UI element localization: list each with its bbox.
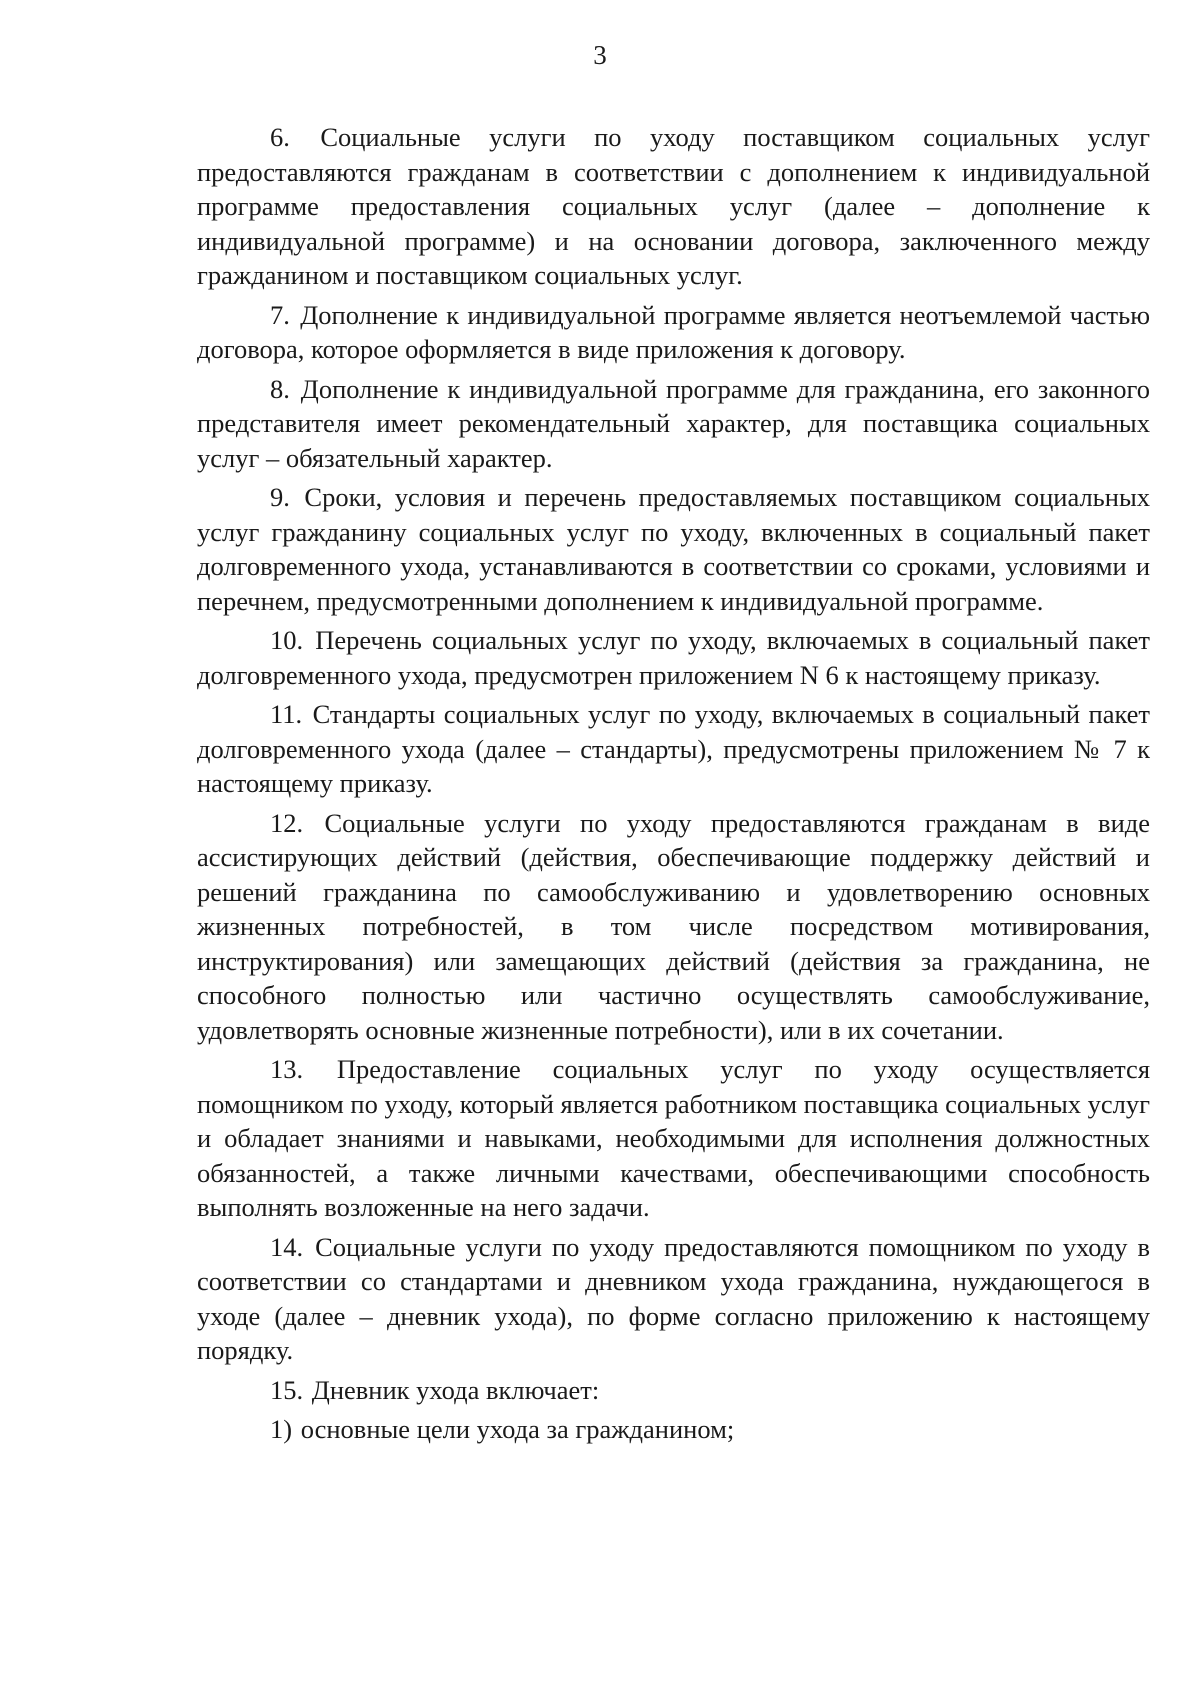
paragraph-number: 14. — [270, 1231, 304, 1262]
paragraph-number: 6. — [270, 122, 290, 152]
list-item-number: 1) — [270, 1414, 293, 1444]
paragraph-number: 7. — [270, 299, 290, 330]
paragraph-10 — [197, 623, 1150, 692]
paragraph-text: Стандарты социальных услуг по уходу, включаемых в социальный пакет долговременного ухода (далее – стандарты), предусмотрены приложением № 7 к настоящему приказу. — [197, 699, 1151, 798]
paragraph-text: Перечень социальных услуг по уходу, включаемых в социальный пакет долговременного ухода, предусмотрен приложением N 6 к настоящему приказу. — [197, 625, 1150, 690]
paragraph-number: 15. — [270, 1374, 304, 1405]
paragraph-number: 12. — [270, 807, 304, 838]
paragraph-9 — [197, 480, 1150, 618]
paragraph-text: Социальные услуги по уходу предоставляются гражданам в виде ассистирующих действий (действия, обеспечивающие поддержку действий и решений гражданина по самообслуживанию и удовлетворению основных жизненных потребностей, в том числе посредством мотивирования, инструктирования) или замещающих действий (действия за гражданина, не способного полностью или частично осуществлять самообслуживание, удовлетворять основные жизненные потребности), или в их сочетании. — [197, 807, 1150, 1045]
paragraph-11 — [197, 697, 1150, 801]
paragraph-15 — [197, 1373, 1150, 1408]
paragraph-13 — [197, 1052, 1150, 1225]
paragraph-12 — [197, 806, 1150, 1048]
paragraph-number: 13. — [270, 1054, 304, 1084]
paragraph-number: 10. — [270, 625, 304, 655]
paragraph-8 — [197, 372, 1150, 476]
paragraph-text: Предоставление социальных услуг по уходу осуществляется помощником по уходу, который является работником поставщика социальных услуг и обладает знаниями и навыками, необходимыми для исполнения должностных обязанностей, а также личными качествами, обеспечивающими способность выполнять возложенные на него задачи. — [197, 1054, 1151, 1222]
paragraph-14 — [197, 1230, 1150, 1368]
paragraph-7 — [197, 298, 1150, 367]
paragraph-text: Дневник ухода включает: — [311, 1374, 600, 1405]
list-item-1 — [197, 1412, 1150, 1447]
paragraph-text: Сроки, условия и перечень предоставляемых поставщиком социальных услуг гражданину социальных услуг по уходу, включенных в социальный пакет долговременного ухода, устанавливаются в соответствии со сроками, условиями и перечнем, предусмотренными дополнением к индивидуальной программе. — [197, 482, 1151, 616]
document-body — [197, 120, 1150, 1452]
page-number: 3 — [593, 40, 607, 70]
paragraph-text: Социальные услуги по уходу предоставляются помощником по уходу в соответствии со стандартами и дневником ухода гражданина, нуждающегося в уходе (далее – дневник ухода), по форме согласно приложению к настоящему порядку. — [197, 1231, 1151, 1365]
list-item-text: основные цели ухода за гражданином; — [300, 1414, 735, 1444]
paragraph-text: Дополнение к индивидуальной программе является неотъемлемой частью договора, которое оформляется в виде приложения к договору. — [197, 299, 1151, 364]
paragraph-number: 8. — [270, 373, 290, 404]
paragraph-6 — [197, 120, 1150, 293]
paragraph-text: Социальные услуги по уходу поставщиком социальных услуг предоставляются гражданам в соответствии с дополнением к индивидуальной программе предоставления социальных услуг (далее – дополнение к индивидуальной программе) и на основании договора, заключенного между гражданином и поставщиком социальных услуг. — [197, 122, 1150, 290]
paragraph-number: 9. — [270, 482, 290, 512]
paragraph-number: 11. — [270, 699, 303, 729]
paragraph-text: Дополнение к индивидуальной программе для гражданина, его законного представителя имеет рекомендательный характер, для поставщика социальных услуг – обязательный характер. — [197, 373, 1151, 473]
